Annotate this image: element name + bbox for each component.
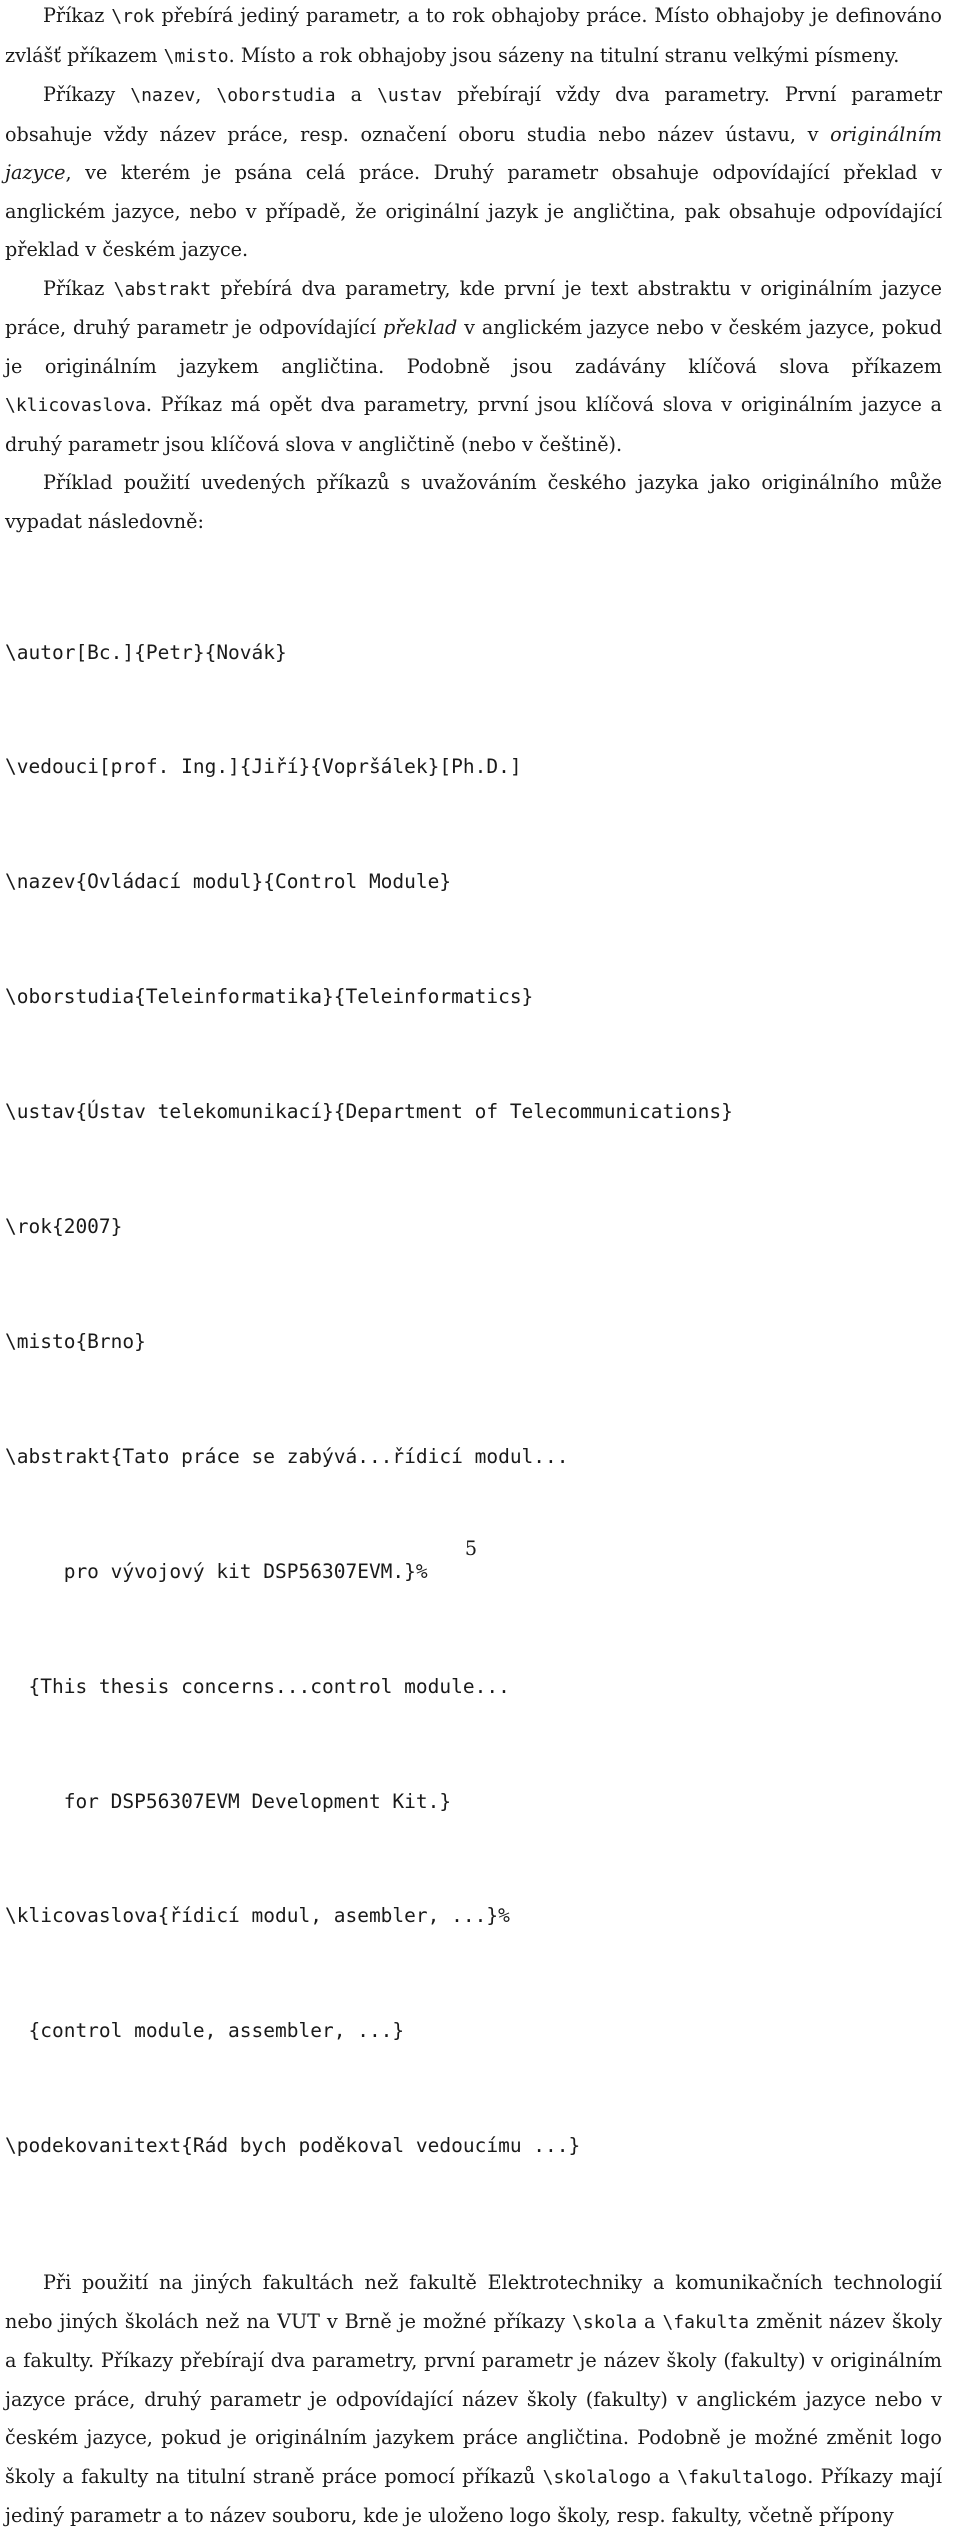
emphasis: překlad [382, 316, 458, 339]
code-line: {This thesis concerns...control module... [5, 1674, 510, 1698]
code-line: \nazev{Ovládací modul}{Control Module} [5, 870, 452, 894]
document-page [5, 0, 942, 2536]
paragraph-example-intro: Příklad použití uvedených příkazů s uvažováním českého jazyka jako originálního může vypadat následovně: [5, 471, 942, 533]
code-line: \podekovanitext{Rád bych poděkoval vedoucímu ...} [5, 2134, 581, 2158]
code-line: {control module, assembler, ...} [5, 2019, 405, 2043]
paragraph-rok-misto: Příkaz \rok přebírá jediný parametr, a to rok obhajoby práce. Místo obhajoby je definováno zvlášť příkazem \misto. Místo a rok obhajoby jsou sázeny na titulní stranu velkými písmeny. [5, 4, 942, 67]
page-number: 5 [464, 1537, 478, 1560]
code-example [5, 557, 942, 2242]
emphasis: originálním jazyce [5, 122, 942, 184]
inline-command: \skola [572, 2311, 638, 2333]
code-line: \rok{2007} [5, 1215, 123, 1239]
code-line: \abstrakt{Tato práce se zabývá...řídicí modul... [5, 1444, 569, 1468]
inline-command: \fakultalogo [677, 2466, 808, 2488]
inline-command: \nazev [130, 85, 196, 106]
inline-command: \oborstudia [216, 85, 336, 106]
paragraph-abstrakt-klicova-slova: Příkaz \abstrakt přebírá dva parametry, kde první je text abstraktu v originálním jazyce práce, druhý parametr je odpovídající překlad v anglickém jazyce nebo v českém jazyce, pokud je originálním jazykem angličtina. Podobně jsou zadávány klíčová slova příkazem \klicovaslova. Příkaz má opět dva parametry, první jsou klíčová slova v originálním jazyce a druhý parametr jsou klíčová slova v angličtině (nebo v češtině). [5, 276, 943, 456]
paragraph-nazev-obor-ustav: Příkazy \nazev, \oborstudia a \ustav přebírají vždy dva parametry. První parametr obsahuje vždy název práce, resp. označení oboru studia nebo název ústavu, v originálním jazyce, ve kterém je psána celá práce. Druhý parametr obsahuje odpovídající překlad v anglickém jazyce, nebo v případě, že originální jazyk je angličtina, pak obsahuje odpovídající překlad v českém jazyce. [5, 83, 943, 261]
inline-command: \abstrakt [113, 278, 212, 300]
inline-command: \fakulta [662, 2311, 750, 2333]
inline-command: \rok [111, 6, 155, 27]
code-line: \vedouci[prof. Ing.]{Jiří}{Vopršálek}[Ph.D.] [5, 755, 522, 779]
code-line: \ustav{Ústav telekomunikací}{Department of Telecommunications} [5, 1100, 733, 1124]
inline-command: \klicovaslova [5, 395, 146, 416]
paragraph-skola-fakulta: Při použití na jiných fakultách než fakultě Elektrotechniky a komunikačních technologií nebo jiných školách než na VUT v Brně je možné příkazy \skola a \fakulta změnit název školy a fakulty. Příkazy přebírají dva parametry, první parametr je název školy (fakulty) v originálním jazyce práce, druhý parametr je odpovídající název školy (fakulty) v anglickém jazyce nebo v českém jazyce, pokud je originálním jazykem práce angličtina. Podobně je možné změnit logo školy a fakulty na titulní straně práce pomocí příkazů \skolalogo a \fakultalogo. Příkazy mají jediný parametr a to název souboru, kde je uloženo logo školy, resp. fakulty, včetně přípony [5, 2271, 943, 2528]
code-line: for DSP56307EVM Development Kit.} [5, 1789, 452, 1813]
inline-command: \ustav [377, 85, 443, 106]
code-line: \oborstudia{Teleinformatika}{Teleinformatics} [5, 985, 534, 1009]
code-line: \autor[Bc.]{Petr}{Novák} [5, 640, 287, 664]
code-line: pro vývojový kit DSP56307EVM.}% [5, 1559, 428, 1583]
inline-command: \misto [163, 45, 229, 67]
code-line: \klicovaslova{řídicí modul, asembler, ...}% [5, 1904, 510, 1928]
code-line: \misto{Brno} [5, 1329, 146, 1353]
inline-command: \skolalogo [542, 2466, 652, 2488]
